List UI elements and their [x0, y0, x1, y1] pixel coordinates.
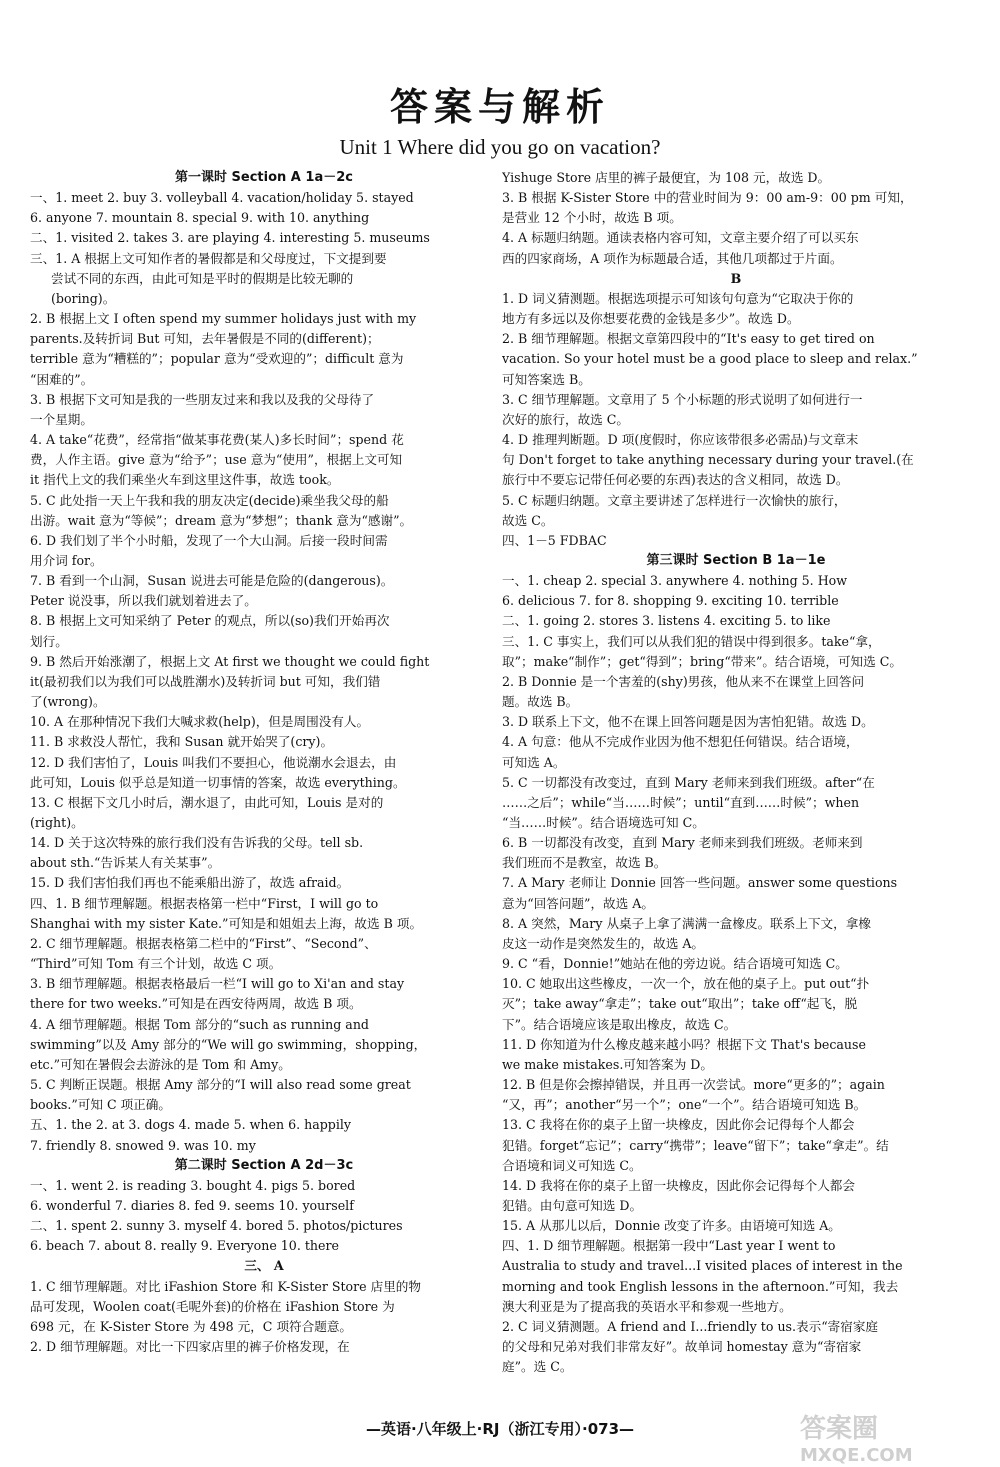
answer-line: 6. beach 7. about 8. really 9. Everyone 10. there: [30, 1238, 339, 1254]
answer-line: 是营业 12 个小时，故选 B 项。: [502, 210, 682, 226]
answer-line: 四、1－5 FDBAC: [502, 532, 607, 548]
answer-line: 5. C 此处指一天上午我和我的朋友决定(decide)乘坐我父母的船: [30, 492, 389, 508]
answer-line: 3. C 细节理解题。文章用了 5 个小标题的形式说明了如何进行一: [502, 391, 863, 407]
answer-line: 取”；make“制作”；get“得到”；bring“带来”。结合语境，可知选 C。: [502, 653, 902, 669]
answer-line: 了(wrong)。: [30, 694, 106, 710]
answer-line: 二、1. going 2. stores 3. listens 4. exciting 5. to like: [502, 613, 831, 629]
answer-line: 一、1. meet 2. buy 3. volleyball 4. vacation/holiday 5. stayed: [30, 190, 414, 206]
answer-line: vacation. So your hotel must be a good place to sleep and relax.”: [502, 351, 918, 367]
answer-line: 我们班而不是教室，故选 B。: [502, 855, 667, 871]
answer-line: 8. B 根据上文可知采纳了 Peter 的观点，所以(so)我们开始再次: [30, 613, 390, 629]
answer-line: 尝试不同的东西，由此可知是平时的假期是比较无聊的: [51, 270, 354, 286]
answer-line: 6. wonderful 7. diaries 8. fed 9. seems 10. yourself: [30, 1197, 354, 1213]
answer-line: 9. C “看，Donnie!”她站在他的旁边说。结合语境可知选 C。: [502, 956, 848, 972]
answer-line: “困难的”。: [30, 371, 94, 387]
answer-line: 11. D 你知道为什么橡皮越来越小吗？根据下文 That's because: [502, 1036, 866, 1052]
answer-line: 可知选 A。: [502, 754, 566, 770]
answer-line: 一个星期。: [30, 411, 93, 427]
section-heading: 第二课时 Section A 2d－3c: [174, 1157, 354, 1173]
answer-line: 4. A 标题归纳题。通读表格内容可知，文章主要介绍了可以买东: [502, 230, 859, 246]
answer-line: 6. D 我们划了半个小时船，发现了一个大山洞。后接一段时间需: [30, 532, 388, 548]
answer-line: 14. D 我将在你的桌子上留一块橡皮，因此你会记得每个人都会: [502, 1177, 855, 1193]
answer-line: 698 元，在 K-Sister Store 为 498 元，C 项符合题意。: [30, 1318, 353, 1334]
answer-line: 次好的旅行，故选 C。: [502, 411, 629, 427]
answer-line: 下”。结合语境应该是取出橡皮，故选 C。: [502, 1016, 737, 1032]
left-column: [30, 168, 498, 1357]
answer-line: 用介词 for。: [30, 552, 103, 568]
answer-line: 皮这一动作是突然发生的，故选 A。: [502, 935, 705, 951]
answer-line: 灭”；take away“拿走”；take out“取出”；take off“起飞，脱: [502, 996, 858, 1012]
answer-line: 3. B 细节理解题。根据表格最后一栏“I will go to Xi'an and stay: [30, 976, 405, 992]
answer-line: 三、1. A 根据上文可知作者的暑假都是和父母度过，下文提到要: [30, 250, 387, 266]
answer-line: Peter 说没事，所以我们就划着进去了。: [30, 593, 257, 609]
answer-line: 2. C 细节理解题。根据表格第二栏中的“First”、“Second”、: [30, 935, 377, 951]
answer-line: 3. D 联系上下文，他不在课上回答问题是因为害怕犯错。故选 D。: [502, 714, 874, 730]
section-heading: 第一课时 Section A 1a－2c: [175, 170, 353, 185]
answer-line: ……之后”；while“当……时候”；until“直到……时候”；when: [502, 794, 860, 810]
answer-line: it(最初我们以为我们可以战胜潮水)及转折词 but 可知，我们错: [30, 673, 381, 689]
answer-line: (boring)。: [51, 290, 116, 306]
answer-line: terrible 意为“糟糕的”；popular 意为“受欢迎的”；difficult 意为: [30, 351, 404, 367]
answer-line: Yishuge Store 店里的裤子最便宜，为 108 元，故选 D。: [502, 170, 831, 185]
right-column: [502, 168, 970, 1377]
answer-line: 4. A 句意：他从不完成作业因为他不想犯任何错误。结合语境，: [502, 734, 859, 750]
answer-line: 4. D 推理判断题。D 项(度假时，你应该带很多必需品)与文章末: [502, 432, 859, 448]
answer-line: 2. B Donnie 是一个害羞的(shy)男孩，他从来不在课堂上回答问: [502, 673, 865, 689]
answer-line: 10. A 在那种情况下我们大喊求救(help)，但是周围没有人。: [30, 714, 370, 730]
answer-line: 此可知，Louis 似乎总是知道一切事情的答案，故选 everything。: [30, 774, 406, 790]
answer-line: 1. C 细节理解题。对比 iFashion Store 和 K-Sister Store 店里的物: [30, 1278, 421, 1294]
answer-line: 旅行中不要忘记带任何必要的东西)表达的含义相同，故选 D。: [502, 472, 849, 488]
answer-line: 6. delicious 7. for 8. shopping 9. exciting 10. terrible: [502, 593, 839, 609]
answer-line: 6. B 一切都没有改变，直到 Mary 老师来到我们班级。老师来到: [502, 835, 863, 851]
answer-line: 4. A 细节理解题。根据 Tom 部分的“such as running and: [30, 1016, 369, 1032]
answer-line: 2. D 细节理解题。对比一下四家店里的裤子价格发现，在: [30, 1339, 350, 1355]
answer-line: 合语境和词义可知选 C。: [502, 1157, 642, 1173]
answer-line: morning and took English lessons in the afternoon.”可知，我去: [502, 1278, 899, 1294]
answer-line: 5. C 标题归纳题。文章主要讲述了怎样进行一次愉快的旅行，: [502, 492, 847, 508]
answer-line: 五、1. the 2. at 3. dogs 4. made 5. when 6. happily: [30, 1117, 352, 1133]
answer-line: 一、1. went 2. is reading 3. bought 4. pigs 5. bored: [30, 1177, 356, 1193]
answer-line: 三、 A: [244, 1258, 284, 1274]
answer-line: 品可发现，Woolen coat(毛呢外套)的价格在 iFashion Store 为: [30, 1298, 395, 1314]
answer-line: parents.及转折词 But 可知，去年暑假是不同的(different)；: [30, 331, 380, 347]
section-heading: 第三课时 Section B 1a－1e: [646, 552, 826, 568]
answer-line: books.”可知 C 项正确。: [30, 1097, 171, 1113]
answer-line: 15. D 我们害怕我们再也不能乘船出游了，故选 afraid。: [30, 875, 350, 891]
answer-line: 四、1. B 细节理解题。根据表格第一栏中“First，I will go to: [30, 895, 379, 911]
answer-line: B: [730, 270, 742, 286]
answer-line: 9. B 然后开始涨潮了，根据上文 At first we thought we could fight: [30, 653, 430, 669]
answer-line: 8. A 突然，Mary 从桌子上拿了满满一盒橡皮。联系上下文，拿橡: [502, 915, 871, 931]
answer-line: 四、1. D 细节理解题。根据第一段中“Last year I went to: [502, 1238, 836, 1254]
answer-line: 费，人作主语。give 意为“给予”；use 意为“使用”，根据上文可知: [30, 452, 403, 468]
answer-line: Shanghai with my sister Kate.”可知是和姐姐去上海，故选 B 项。: [30, 915, 423, 931]
answer-line: 12. D 我们害怕了，Louis 叫我们不要担心，他说潮水会退去，由: [30, 754, 397, 770]
answer-line: it 指代上文的我们乘坐火车到这里这件事，故选 took。: [30, 472, 340, 488]
answer-line: 15. A 从那儿以后，Donnie 改变了许多。由语境可知选 A。: [502, 1218, 841, 1234]
answer-line: 二、1. spent 2. sunny 3. myself 4. bored 5. photos/pictures: [30, 1218, 403, 1234]
answer-line: 3. B 根据下文可知是我的一些朋友过来和我以及我的父母待了: [30, 391, 375, 407]
answer-line: “当……时候”。结合语境选可知 C。: [502, 815, 705, 830]
watermark-logo: [800, 1408, 990, 1466]
answer-line: 一、1. cheap 2. special 3. anywhere 4. nothing 5. How: [502, 573, 848, 589]
answer-line: 5. C 判断正误题。根据 Amy 部分的“I will also read some great: [30, 1077, 411, 1093]
answer-line: 地方有多远以及你想要花费的金钱是多少”。故选 D。: [502, 311, 800, 327]
answer-line: 1. D 词义猜测题。根据选项提示可知该句句意为“它取决于你的: [502, 290, 854, 306]
answer-line: 5. C 一切都没有改变过，直到 Mary 老师来到我们班级。after“在: [502, 774, 875, 790]
answer-line: 13. C 我将在你的桌子上留一块橡皮，因此你会记得每个人都会: [502, 1117, 855, 1133]
answer-line: 意为“回答问题”，故选 A。: [502, 895, 654, 911]
answer-line: 3. B 根据 K-Sister Store 中的营业时间为 9：00 am-9：00 pm 可知，: [502, 190, 913, 206]
watermark-url: MXQE.COM: [800, 1445, 913, 1466]
answer-line: swimming”以及 Amy 部分的“We will go swimming，shopping，: [30, 1036, 427, 1052]
answer-line: 12. B 但是你会擦掉错误，并且再一次尝试。more“更多的”；again: [502, 1077, 885, 1093]
answer-line: 可知答案选 B。: [502, 371, 591, 387]
answer-line: 题。故选 B。: [502, 694, 579, 710]
answer-line: 犯错。forget“忘记”；carry“携带”；leave“留下”；take“拿走”。结: [502, 1137, 889, 1153]
answer-line: 11. B 求救没人帮忙，我和 Susan 就开始哭了(cry)。: [30, 734, 334, 750]
answer-line: Australia to study and travel...I visited places of interest in the: [502, 1258, 903, 1274]
answer-line: 13. C 根据下文几小时后，潮水退了，由此可知，Louis 是对的: [30, 794, 384, 810]
watermark-text: 答案圈: [800, 1414, 879, 1444]
page-title: 答案与解析: [389, 85, 610, 129]
unit-heading: Unit 1 Where did you go on vacation?: [339, 135, 661, 159]
answer-line: “Third”可知 Tom 有三个计划，故选 C 项。: [30, 956, 282, 972]
answer-line: 10. C 她取出这些橡皮，一次一个，放在他的桌子上。put out“扑: [502, 976, 870, 992]
answer-line: etc.”可知在暑假会去游泳的是 Tom 和 Amy。: [30, 1056, 291, 1072]
answer-line: 句 Don't forget to take anything necessary during your travel.(在: [502, 452, 914, 468]
answer-line: 7. A Mary 老师让 Donnie 回答一些问题。answer some questions: [502, 875, 898, 891]
answer-line: (right)。: [30, 815, 84, 830]
answer-line: about sth.“告诉某人有关某事”。: [30, 855, 221, 871]
answer-line: 澳大利亚是为了提高我的英语水平和参观一些地方。: [502, 1298, 792, 1314]
answer-line: 犯错。由句意可知选 D。: [502, 1197, 643, 1213]
answer-line: 4. A take“花费”，经常指“做某事花费(某人)多长时间”；spend 花: [30, 432, 404, 448]
answer-line: 西的四家商场，A 项作为标题最合适，其他几项都过于片面。: [502, 250, 843, 266]
answer-line: 故选 C。: [502, 512, 554, 528]
answer-line: 2. C 词义猜测题。A friend and I...friendly to us.表示“寄宿家庭: [502, 1318, 879, 1334]
answer-line: 2. B 根据上文 I often spend my summer holidays just with my: [30, 311, 417, 327]
answer-line: “又，再”；another“另一个”；one“一个”。结合语境可知选 B。: [502, 1097, 867, 1113]
answer-line: 二、1. visited 2. takes 3. are playing 4. interesting 5. museums: [30, 230, 430, 246]
answer-line: 7. friendly 8. snowed 9. was 10. my: [30, 1137, 256, 1153]
answer-line: 三、1. C 事实上，我们可以从我们犯的错误中得到很多。take“拿，: [502, 633, 881, 649]
answer-line: 14. D 关于这次特殊的旅行我们没有告诉我的父母。tell sb.: [30, 835, 364, 851]
answer-line: 划行。: [30, 633, 68, 649]
answer-line: 7. B 看到一个山洞，Susan 说进去可能是危险的(dangerous)。: [30, 573, 394, 589]
answer-line: 6. anyone 7. mountain 8. special 9. with 10. anything: [30, 210, 370, 226]
answer-line: 的父母和兄弟对我们非常友好”。故单词 homestay 意为“寄宿家: [502, 1339, 862, 1355]
answer-line: there for two weeks.”可知是在西安待两周，故选 B 项。: [30, 996, 362, 1012]
answer-line: 出游。wait 意为“等候”；dream 意为“梦想”；thank 意为“感谢”。: [30, 512, 413, 528]
page-footer: —英语·八年级上·RJ（浙江专用）·073—: [365, 1420, 635, 1438]
answer-line: we make mistakes.可知答案为 D。: [502, 1056, 713, 1072]
answer-line: 2. B 细节理解题。根据文章第四段中的“It's easy to get tired on: [502, 331, 875, 347]
answer-line: 庭”。选 C。: [502, 1359, 573, 1375]
